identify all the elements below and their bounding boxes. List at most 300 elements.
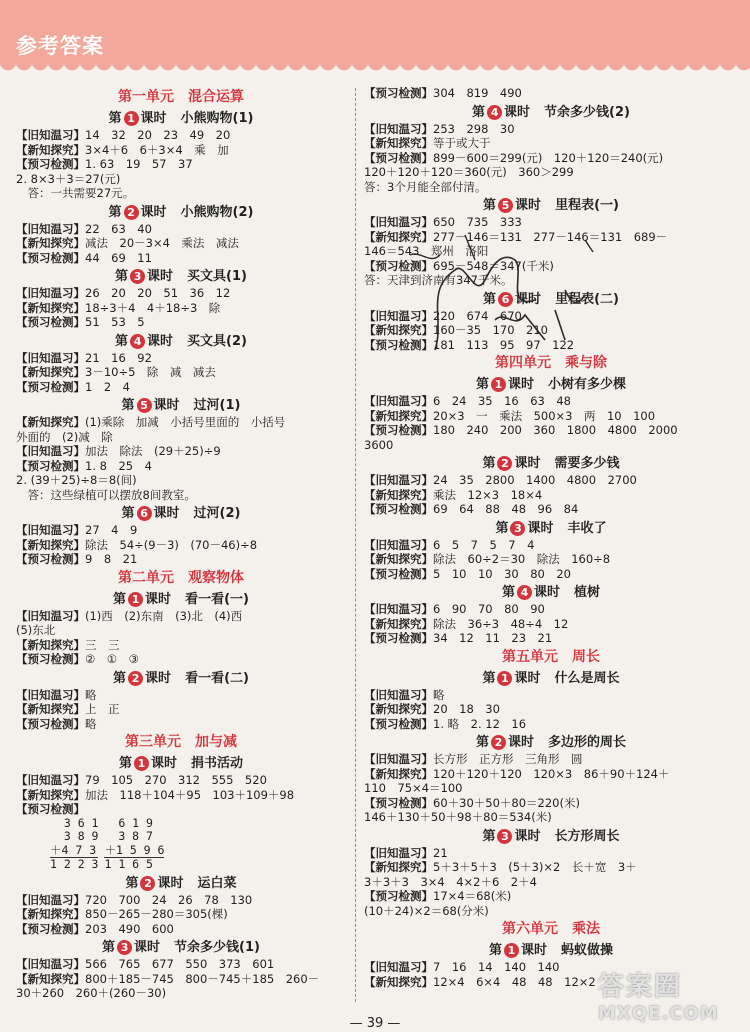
lesson-number-badge: 3 [117,940,132,955]
answer-text: 24 35 2800 1400 4800 2700 [433,473,637,487]
answer-line [16,143,346,158]
answer-line [16,802,346,817]
lesson-name: 小树有多少棵 [548,377,627,392]
lesson-pre: 第 [475,377,489,392]
answer-text: 答：一共需要27元。 [16,186,135,200]
lesson-name: 蚂蚁做操 [561,943,614,958]
lesson-name: 捐书活动 [191,756,244,771]
answer-line [364,688,738,703]
lesson-number-badge: 2 [124,205,139,220]
answer-text: 566 765 677 550 373 601 [85,957,275,971]
lesson-title [16,670,346,687]
column-divider [355,88,356,1002]
answer-text: 899－600＝299(元) 120＋120＝240(元) [433,150,664,165]
section-tag: 【预习检测】 [364,566,433,581]
section-tag: 【旧知温习】 [16,608,85,623]
answer-line [364,180,738,195]
answer-line [364,423,738,438]
lesson-number-badge: 3 [130,269,145,284]
section-tag: 【新知探究】 [364,487,433,502]
section-tag: 【旧知温习】 [364,473,433,487]
answer-line [16,652,346,667]
section-tag: 【新知探究】 [364,229,433,244]
answer-line [16,251,346,266]
lesson-post: 课时 [147,269,174,284]
vertical-calculation [50,817,98,872]
section-tag: 【新知探究】 [16,702,85,716]
lesson-pre: 第 [475,735,489,750]
lesson-post: 课时 [515,198,542,213]
answer-text: 1. 略 2. 12 16 [433,716,527,731]
section-tag: 【预习检测】 [16,250,85,265]
lesson-number-badge: 1 [497,671,512,686]
section-tag: 【新知探究】 [16,637,85,652]
answer-line [364,165,738,180]
unit-title: 第三单元 加与减 [125,734,237,750]
answer-line [364,781,738,796]
answer-line [16,893,346,908]
section-tag: 【预习检测】 [364,502,433,516]
lesson-pre: 第 [115,269,129,284]
answer-text: 加法 118＋104＋95 103＋109＋98 [85,787,295,802]
answer-text: (1)西 (2)东南 (3)北 (4)西 [85,608,243,623]
section-tag: 【新知探究】 [16,971,85,986]
answer-text: 850－265－280＝305(棵) [85,907,228,921]
lesson-title [364,455,738,472]
answer-line [16,488,346,503]
answer-line [16,523,346,538]
lesson-name: 买文具(1) [187,269,247,284]
lesson-post: 课时 [147,333,174,349]
answer-line [16,444,346,459]
answer-text: (1)乘除 加减 小括号里面的 小括号 [85,415,286,429]
answer-line [16,623,346,638]
answer-line [16,773,346,788]
section-tag: 【预习检测】 [16,716,85,731]
answer-text: 略 [85,716,97,731]
answer-line [364,810,738,825]
lesson-name: 植树 [574,585,601,600]
answer-text: 650 735 333 [433,215,522,229]
answer-line [364,567,738,582]
answer-text: 181 113 95 97 122 [433,337,575,352]
section-tag: 【预习检测】 [16,652,85,666]
answer-line [16,907,346,922]
answer-text: 253 298 30 [433,121,515,136]
handwritten-scribble [405,230,605,370]
answer-text: 3－10÷5 除 减 减去 [85,365,216,379]
section-tag: 【新知探究】 [16,365,85,379]
lesson-name: 看一看(二) [185,670,249,686]
section-tag: 【预习检测】 [364,150,433,165]
lesson-number-badge: 4 [487,105,502,120]
answer-line [364,889,738,904]
section-tag: 【旧知温习】 [364,687,433,702]
answer-line [364,631,738,646]
lesson-post: 课时 [504,104,531,120]
answer-line [16,972,346,987]
lesson-post: 课时 [514,670,541,686]
section-tag: 【旧知温习】 [16,892,85,907]
section-tag: 【旧知温习】 [16,957,85,971]
answer-line [16,157,346,172]
answer-line [16,186,346,201]
answer-line [16,688,346,703]
lesson-pre: 第 [482,670,496,686]
calc-row: ＋1 5 9 6 [104,842,165,857]
answer-text: ② ① ③ [85,652,139,666]
section-tag: 【新知探究】 [364,616,433,631]
section-tag: 【旧知温习】 [364,394,433,408]
section-tag: 【旧知温习】 [364,845,433,860]
lesson-name: 运白菜 [197,875,237,891]
calc-row: 1 2 2 3 [50,857,99,871]
section-tag: 【新知探究】 [16,787,85,802]
answer-text: 160－35 170 210 [433,323,548,337]
section-tag: 【旧知温习】 [364,537,433,552]
lesson-title [16,110,346,127]
section-tag: 【新知探究】 [364,136,433,150]
answer-text: 除法 36÷3 48÷4 12 [433,616,569,631]
lesson-pre: 第 [125,875,139,891]
lesson-number-badge: 1 [134,756,149,771]
answer-text: (10＋24)×2＝68(分米) [364,903,489,918]
unit-title: 第二单元 观察物体 [118,569,244,586]
site-watermark [598,966,744,1028]
lesson-number-badge: 2 [128,671,143,686]
lesson-post: 课时 [145,670,172,686]
lesson-name: 买文具(2) [187,333,247,349]
lesson-title [364,104,738,121]
answer-text: 6 24 35 16 63 48 [433,394,571,408]
lesson-number-badge: 5 [137,398,152,413]
header-title: 参考答案 [16,34,104,58]
answer-text: 277－146＝131 277－146＝131 689－ [433,229,668,244]
unit-title: 第六单元 乘法 [502,921,600,937]
section-tag: 【旧知温习】 [16,444,85,458]
lesson-title [364,197,738,214]
answer-line [16,473,346,488]
lesson-pre: 第 [121,506,135,521]
answer-text: 146＋130＋50＋98＋80＝534(米) [364,810,552,824]
section-tag: 【新知探究】 [364,860,433,874]
watermark-bottom: MXQE.COM [598,1003,719,1024]
answer-text: 14 32 20 23 49 20 [85,128,231,142]
section-tag: 【预习检测】 [16,379,85,394]
lesson-name: 节余多少钱(2) [544,104,630,120]
lesson-title [16,591,346,608]
answer-line [364,875,738,890]
lesson-post: 课时 [153,398,180,413]
answer-line [16,788,346,803]
answer-line [16,365,346,380]
answer-text: 12×4 6×4 48 48 12×2 [433,974,596,989]
lesson-pre: 第 [495,520,509,536]
lesson-number-badge: 6 [498,292,513,307]
lesson-number-badge: 1 [491,377,506,392]
lesson-number-badge: 6 [137,506,152,521]
section-tag: 【旧知温习】 [16,523,85,537]
lesson-name: 多边形的周长 [548,735,627,750]
lesson-title [16,204,346,221]
answer-text: 800＋185－745 800－745＋185 260－ [85,971,320,986]
answer-line [364,86,738,101]
unit-title: 第五单元 周长 [502,648,600,665]
section-tag: 【预习检测】 [364,258,433,273]
answer-text: 上 正 [85,702,120,716]
answer-text: 20×3 一 乘法 500×3 两 10 100 [433,408,656,423]
lesson-name: 丰收了 [567,520,607,536]
answer-line [16,430,346,445]
section-tag: 【旧知温习】 [16,350,85,365]
section-tag: 【预习检测】 [364,423,433,437]
lesson-pre: 第 [108,204,122,220]
calc-row: 1 1 6 5 [104,857,164,872]
answer-text: 51 53 5 [85,315,145,329]
lesson-title [364,584,738,601]
lesson-name: 需要多少钱 [554,456,620,471]
answer-text: 34 12 11 23 21 [433,631,553,645]
left-column [16,86,346,1006]
section-tag: 【预习检测】 [364,716,433,731]
lesson-pre: 第 [113,591,127,607]
answer-line [16,128,346,143]
answer-line [16,986,346,1001]
lesson-name: 里程表(一) [555,198,619,213]
answer-line [16,552,346,567]
lesson-post: 课时 [145,591,172,607]
lesson-pre: 第 [121,398,135,413]
answer-text: 1 2 4 [85,379,130,394]
calc-row: 3 6 1 [50,815,99,830]
answer-text: 220 674 670 [433,308,522,323]
lesson-post: 课时 [140,204,167,220]
lesson-title [16,268,346,285]
section-tag: 【预习检测】 [364,337,433,352]
lesson-post: 课时 [514,828,541,844]
section-tag: 【旧知温习】 [364,308,433,323]
answer-text: 18÷3＋4 4＋18÷3 除 [85,300,221,315]
section-tag: 【预习检测】 [16,315,85,329]
answer-line [16,702,346,717]
calc-row: ＋4 7 3 [50,842,97,857]
answer-line [364,409,738,424]
answer-line [16,351,346,366]
lesson-title [364,942,738,959]
calc-row: 3 8 7 [104,829,153,843]
answer-text: 20 18 30 [433,702,500,716]
section-tag: 【预习检测】 [16,802,85,816]
answer-text: 44 69 11 [85,250,152,265]
lesson-number-badge: 3 [510,521,525,536]
lesson-name: 节余多少钱(1) [174,940,260,955]
answer-text: 加法 除法 (29＋25)÷9 [85,444,221,458]
answer-line [364,215,738,230]
watermark-top: 答案圈 [598,972,683,1002]
lesson-pre: 第 [118,756,132,771]
section-tag: 【新知探究】 [16,142,85,157]
answer-text: 3600 [364,437,394,452]
answer-line [16,172,346,187]
lesson-post: 课时 [507,735,534,750]
lesson-name: 小熊购物(1) [180,111,254,126]
answer-line [364,502,738,517]
lesson-post: 课时 [527,520,554,536]
lesson-name: 小熊购物(2) [180,204,254,220]
lesson-title [16,939,346,956]
lesson-post: 课时 [150,756,177,771]
answer-line [16,301,346,316]
lesson-post: 课时 [157,875,184,891]
section-tag: 【新知探究】 [364,552,433,566]
answer-text: 外面的 (2)减 除 [16,429,113,444]
answer-text: 26 20 20 51 36 12 [85,286,231,300]
lesson-name: 过河(1) [193,398,241,413]
answer-line [16,415,346,430]
lesson-title [16,755,346,772]
answer-text: 略 [85,687,97,702]
section-tag: 【新知探究】 [364,702,433,716]
lesson-post: 课时 [140,111,167,126]
answer-text: 110 75×4＝100 [364,781,463,795]
lesson-title [16,333,346,350]
lesson-number-badge: 2 [497,456,512,471]
answer-text: 79 105 270 312 555 520 [85,773,267,787]
lesson-name: 什么是周长 [554,670,620,686]
answer-line [364,846,738,861]
answer-text: 减法 20－3×4 乘法 减法 [85,236,239,250]
lesson-name: 看一看(一) [185,591,249,607]
section-tag: 【预习检测】 [16,157,85,171]
answer-text: 9 8 21 [85,552,138,566]
lesson-number-badge: 5 [498,198,513,213]
lesson-post: 课时 [514,456,541,471]
lesson-number-badge: 2 [140,876,155,891]
answer-text: 120＋120＋120 120×3 86＋90＋124＋ [433,766,670,781]
answer-text: 304 819 490 [433,86,522,100]
answer-text: 6 90 70 80 90 [433,602,545,616]
answer-text: 6 5 7 5 7 4 [433,537,535,552]
answer-text: 除法 54÷(9－3) (70－46)÷8 [85,537,258,552]
section-tag: 【新知探究】 [16,415,85,429]
lesson-pre: 第 [483,198,497,213]
lesson-number-badge: 2 [491,735,506,750]
answer-line [364,860,738,875]
answer-text: 21 16 92 [85,350,152,365]
answer-line [16,717,346,732]
section-tag: 【新知探究】 [16,236,85,250]
vertical-calculations [44,817,346,872]
answer-line [16,380,346,395]
answer-line [364,602,738,617]
answer-line [16,922,346,937]
section-tag: 【新知探究】 [364,408,433,423]
answer-line [16,315,346,330]
answer-text: 203 490 600 [85,921,174,936]
section-tag: 【预习检测】 [16,458,85,473]
section-tag: 【旧知温习】 [16,128,85,142]
section-tag: 【旧知温习】 [364,215,433,229]
section-tag: 【旧知温习】 [16,687,85,702]
lesson-name: 过河(2) [193,506,241,521]
section-tag: 【预习检测】 [364,86,433,100]
answer-text: 146＝543 郑州 洛阳 [364,244,489,258]
lesson-title [364,828,738,845]
answer-text: 答：3个月能全部付清。 [364,179,487,194]
answer-text: 7 16 14 140 140 [433,960,560,974]
answer-text: 答：天津到济南有347千米。 [364,273,513,287]
answer-line [16,236,346,251]
section-tag: 【旧知温习】 [364,752,433,766]
lesson-pre: 第 [115,333,129,349]
right-column [364,86,738,1006]
answer-text: 等于或大于 [433,136,491,150]
unit-title: 第一单元 混合运算 [118,89,244,105]
lesson-pre: 第 [488,943,502,958]
unit-title: 第四单元 乘与除 [495,355,607,371]
answer-text: 2. 8×3＋3＝27(元) [16,171,121,186]
answer-line [364,796,738,811]
section-tag: 【旧知温习】 [364,960,433,974]
section-tag: 【预习检测】 [364,795,433,810]
vertical-calculation [104,817,164,872]
lesson-title [16,875,346,892]
lesson-number-badge: 3 [497,829,512,844]
lesson-post: 课时 [515,291,542,307]
answer-line [364,151,738,166]
answer-line [364,552,738,567]
answer-line [364,717,738,732]
lesson-title [16,505,346,522]
answer-text: 答：这些绿植可以摆放8间教室。 [16,487,196,502]
answer-text: 21 [433,845,448,860]
lesson-title [364,376,738,393]
header-scallop-edge [0,62,750,78]
lesson-name: 里程表(二) [555,291,619,307]
answer-line [16,459,346,474]
lesson-pre: 第 [108,111,122,126]
lesson-number-badge: 1 [504,943,519,958]
answer-line [16,957,346,972]
lesson-name: 长方形周长 [554,828,620,844]
answer-line [364,394,738,409]
answer-text: 1. 63 19 57 37 [85,157,193,171]
lesson-number-badge: 1 [124,111,139,126]
section-tag: 【新知探究】 [16,537,85,552]
lesson-number-badge: 1 [128,592,143,607]
lesson-title [364,670,738,687]
answer-text: 69 64 88 48 96 84 [433,502,579,516]
answer-text: 5 10 10 30 80 20 [433,566,571,581]
lesson-post: 课时 [153,506,180,521]
answer-text: 60＋30＋50＋80＝220(米) [433,795,580,810]
section-tag: 【新知探究】 [16,300,85,315]
lesson-post: 课时 [520,943,547,958]
section-tag: 【旧知温习】 [364,602,433,616]
answer-text: 180 240 200 360 1800 4800 2000 [433,423,678,437]
section-tag: 【新知探究】 [16,907,85,921]
lesson-title [364,520,738,537]
section-tag: 【旧知温习】 [364,121,433,136]
lesson-pre: 第 [501,585,515,600]
answer-text: 乘法 12×3 18×4 [433,487,543,502]
lesson-pre: 第 [483,291,497,307]
lesson-post: 课时 [134,940,161,955]
lesson-title [16,397,346,414]
section-tag: 【预习检测】 [16,552,85,566]
section-tag: 【新知探究】 [364,323,433,337]
section-tag: 【旧知温习】 [16,221,85,236]
